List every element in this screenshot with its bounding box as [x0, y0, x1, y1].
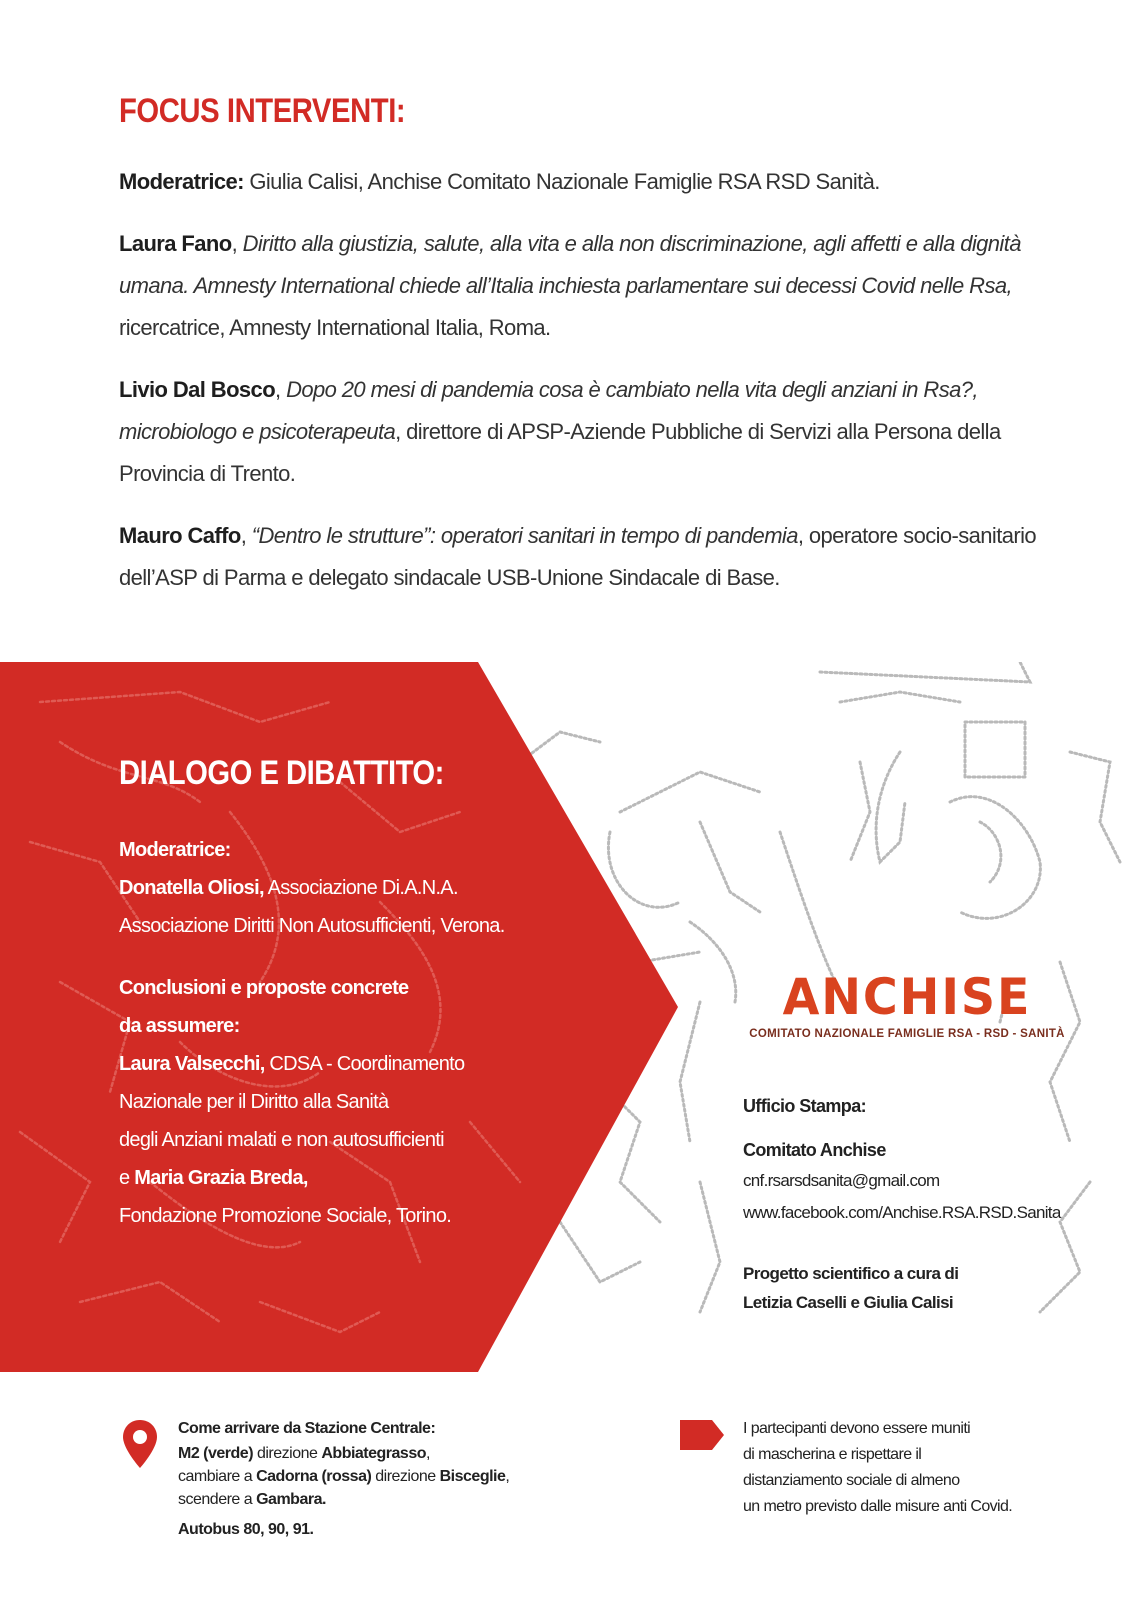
separator: ,	[240, 523, 252, 548]
ufficio-title: Ufficio Stampa:	[743, 1096, 867, 1116]
focus-section	[119, 92, 1049, 619]
label: Moderatrice:	[119, 839, 231, 861]
speaker-mauro-caffo	[119, 515, 1049, 599]
stop-name: Gambara.	[256, 1491, 326, 1508]
p1-name: Laura Valsecchi,	[119, 1053, 265, 1075]
conclusioni-heading-2	[119, 1007, 639, 1045]
focus-title: FOCUS INTERVENTI:	[119, 92, 406, 130]
p2-name: Maria Grazia Breda,	[134, 1167, 308, 1189]
directions-line-1	[178, 1442, 578, 1465]
dialogo-moderatrice-org2: Associazione Diritti Non Autosufficienti, Verona.	[119, 915, 505, 937]
p1-line	[119, 1045, 639, 1083]
moderatrice-org: Associazione Di.A.N.A.	[263, 877, 458, 899]
speaker-talk-title: Dopo 20 mesi di pandemia cosa è cambiato nella vita degli anziani in Rsa?, microbiologo e psicoterapeuta	[119, 377, 978, 444]
line-name: M2 (verde)	[178, 1445, 254, 1462]
note-line: distanziamento sociale di almeno	[743, 1472, 960, 1489]
anchise-logo: ANCHISE	[782, 968, 1032, 1026]
text: cambiare a	[178, 1468, 257, 1485]
progetto-line-1: Progetto scientifico a cura di	[743, 1264, 959, 1283]
text: direzione	[371, 1468, 440, 1485]
p2-line	[119, 1159, 639, 1197]
text: direzione	[253, 1445, 322, 1462]
anchise-subtitle: COMITATO NAZIONALE FAMIGLIE RSA - RSD - SANITÀ	[749, 1028, 1065, 1040]
directions-line-2	[178, 1465, 578, 1488]
ufficio-stampa	[743, 1096, 1103, 1317]
text: scendere a	[178, 1491, 257, 1508]
speaker-name: Mauro Caffo	[119, 523, 241, 548]
directions-line-3	[178, 1488, 578, 1511]
moderatrice-text: Giulia Calisi, Anchise Comitato Nazionale Famiglie RSA RSD Sanità.	[243, 169, 880, 194]
moderatrice-label: Moderatrice:	[119, 169, 244, 194]
punct: ,	[426, 1445, 430, 1462]
conclusioni-heading-1	[119, 969, 639, 1007]
punct: ,	[505, 1468, 510, 1485]
progetto-line-2: Letizia Caselli e Giulia Calisi	[743, 1293, 954, 1312]
speaker-role: , operatore socio-sanitario dell’ASP di Parma e delegato sindacale USB-Unione Sindacale di Base.	[119, 523, 1037, 590]
note-line: I partecipanti devono essere muniti	[743, 1420, 971, 1437]
p1-org-line2: Nazionale per il Diritto alla Sanità	[119, 1091, 389, 1113]
ufficio-name: Comitato Anchise	[743, 1140, 886, 1160]
anchise-logo-block	[742, 968, 1072, 1040]
speaker-name: Livio Dal Bosco	[119, 377, 276, 402]
bus-info: Autobus 80, 90, 91.	[178, 1521, 314, 1538]
ufficio-email[interactable]: cnf.rsarsdsanita@gmail.com	[743, 1171, 940, 1190]
conclusioni-text: Conclusioni e proposte concrete	[119, 977, 409, 999]
p2-org: Fondazione Promozione Sociale, Torino.	[119, 1205, 452, 1227]
map-pin-icon	[121, 1418, 159, 1470]
speaker-role: , direttore di APSP-Aziende Pubbliche di Servizi alla Persona della Provincia di Trento.	[119, 419, 1001, 486]
covid-note	[743, 1416, 1083, 1520]
p2-prefix: e	[119, 1167, 135, 1189]
speaker-name: Laura Fano	[119, 231, 232, 256]
line-name: Cadorna (rossa)	[256, 1468, 372, 1485]
speaker-talk-title: Diritto alla giustizia, salute, alla vita e alla non discriminazione, agli affetti e alla dignità umana. Amnesty International chiede all’Italia inchiesta parlamentare sui decessi Covid nelle Rsa,	[119, 231, 1021, 298]
separator: ,	[275, 377, 287, 402]
conclusioni-text: da assumere:	[119, 1015, 240, 1037]
moderatrice-name: Donatella Oliosi,	[119, 877, 264, 899]
p1-org-line3: degli Anziani malati e non autosufficienti	[119, 1129, 444, 1151]
speaker-talk-title: “Dentro le strutture”: operatori sanitari in tempo di pandemia	[251, 523, 798, 548]
dialogo-moderatrice-label	[119, 831, 639, 869]
directions-title: Come arrivare da Stazione Centrale:	[178, 1420, 436, 1437]
speaker-livio-dal-bosco	[119, 369, 1049, 495]
note-line: un metro previsto dalle misure anti Covid.	[743, 1498, 1013, 1515]
footer-info	[0, 1372, 1131, 1599]
directions-block	[178, 1416, 578, 1539]
p1-org: CDSA - Coordinamento	[264, 1053, 465, 1075]
dialogo-moderatrice-line	[119, 869, 639, 907]
note-line: di mascherina e rispettare il	[743, 1446, 922, 1463]
focus-moderatrice	[119, 161, 1049, 203]
arrow-flag-icon	[680, 1418, 726, 1452]
dialogo-section	[119, 754, 639, 1235]
destination: Abbiategrasso	[321, 1445, 426, 1462]
ufficio-facebook-link[interactable]: www.facebook.com/Anchise.RSA.RSD.Sanita	[743, 1203, 1061, 1222]
destination: Bisceglie	[439, 1468, 506, 1485]
speaker-laura-fano	[119, 223, 1049, 349]
dialogo-band	[0, 662, 1131, 1372]
dialogo-title: DIALOGO E DIBATTITO:	[119, 754, 444, 792]
speaker-role: ricercatrice, Amnesty International Italia, Roma.	[119, 315, 551, 340]
separator: ,	[231, 231, 243, 256]
